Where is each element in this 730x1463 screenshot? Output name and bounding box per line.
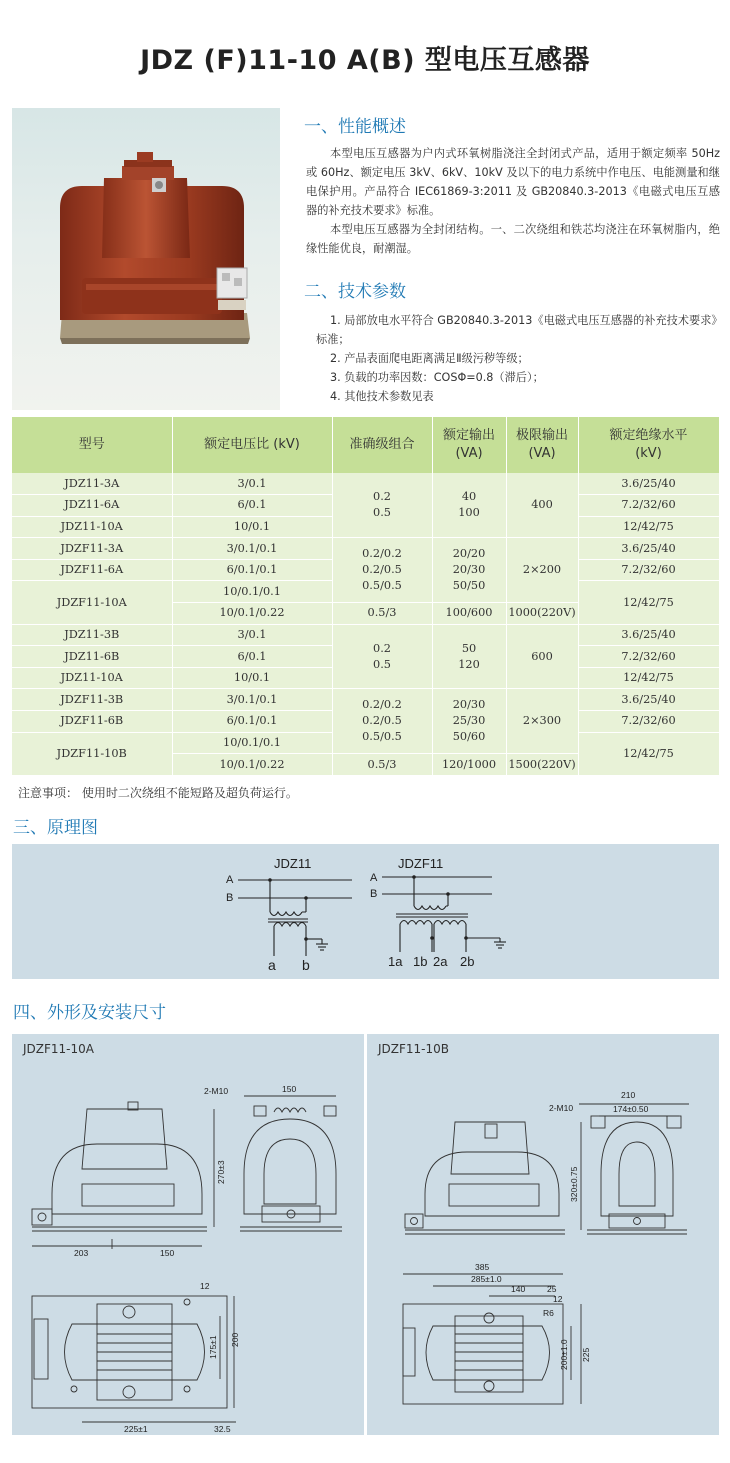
cell-insulation: 3.6/25/40 xyxy=(578,538,719,560)
cell-ratio: 3/0.1 xyxy=(172,624,332,646)
cell-model: JDZF11-10B xyxy=(12,732,172,775)
drawing-jdzf11-10a xyxy=(12,1034,364,1435)
dim-right-depth: 225 xyxy=(581,1347,591,1362)
spec-item-1: 1. 局部放电水平符合 GB20840.3-2013《电磁式电压互感器的补充技术要求》标准； xyxy=(316,314,717,346)
header-model: 型号 xyxy=(12,417,172,473)
table-row xyxy=(12,473,719,495)
cell-accuracy: 0.5/3 xyxy=(332,603,432,625)
schematic-term-a: a xyxy=(268,957,276,973)
schematic-term-1b: 1b xyxy=(413,954,428,969)
cell-model: JDZF11-6B xyxy=(12,711,172,733)
cell-ratio: 10/0.1/0.1 xyxy=(172,581,332,603)
schematic-diagram xyxy=(12,844,719,979)
cell-accuracy: 0.2/0.2 0.2/0.5 0.5/0.5 xyxy=(332,538,432,603)
drawing-left-label: JDZF11-10A xyxy=(23,1042,94,1056)
section3-heading: 三、原理图 xyxy=(13,818,98,838)
cell-limit: 1500(220V) xyxy=(506,754,578,776)
dim-right-small1: 25 xyxy=(547,1284,557,1294)
dim-left-small: 12 xyxy=(200,1281,210,1291)
cell-ratio: 6/0.1/0.1 xyxy=(172,711,332,733)
schematic-left-line-b: B xyxy=(226,892,234,904)
dim-right-hole-spacing: 285±1.0 xyxy=(471,1274,502,1284)
dim-left-base-left: 203 xyxy=(74,1248,89,1258)
header-output: 额定输出 (VA) xyxy=(432,417,506,473)
cell-insulation: 7.2/32/60 xyxy=(578,559,719,581)
cell-output: 20/20 20/30 50/50 xyxy=(432,538,506,603)
cell-ratio: 10/0.1/0.1 xyxy=(172,732,332,754)
cell-ratio: 3/0.1/0.1 xyxy=(172,689,332,711)
section1-heading: 一、性能概述 xyxy=(304,117,406,137)
cell-model: JDZ11-10A xyxy=(12,667,172,689)
cell-limit: 600 xyxy=(506,624,578,689)
schematic-right-line-a: A xyxy=(370,872,378,884)
cell-model: JDZ11-10A xyxy=(12,516,172,538)
schematic-term-2a: 2a xyxy=(433,954,448,969)
dim-left-edge: 32.5 xyxy=(214,1424,231,1434)
dim-left-hole-spacing: 225±1 xyxy=(124,1424,148,1434)
dim-right-radius: R6 xyxy=(543,1308,554,1318)
section1-body xyxy=(306,144,720,258)
dim-right-outer-width: 210 xyxy=(621,1090,636,1100)
section2-list xyxy=(316,311,720,406)
schematic-left-title: JDZ11 xyxy=(274,856,312,871)
spec-item-2: 2. 产品表面爬电距离满足Ⅱ级污秽等级； xyxy=(330,352,529,365)
section2-heading: 二、技术参数 xyxy=(304,282,406,302)
drawing-right-label: JDZF11-10B xyxy=(378,1042,450,1056)
cell-limit: 400 xyxy=(506,473,578,538)
dim-right-bolt: 2-M10 xyxy=(549,1103,574,1113)
spec-item-3: 3. 负载的功率因数：COSΦ=0.8（滞后）； xyxy=(330,371,544,384)
cell-model: JDZ11-6B xyxy=(12,646,172,668)
schematic-term-1a: 1a xyxy=(388,954,403,969)
product-photo xyxy=(12,108,280,410)
dim-right-half: 140 xyxy=(511,1284,526,1294)
cell-insulation: 12/42/75 xyxy=(578,581,719,624)
cell-insulation: 7.2/32/60 xyxy=(578,711,719,733)
cell-accuracy: 0.2/0.2 0.2/0.5 0.5/0.5 xyxy=(332,689,432,754)
cell-ratio: 10/0.1 xyxy=(172,516,332,538)
cell-limit: 2×200 xyxy=(506,538,578,603)
cell-output: 120/1000 xyxy=(432,754,506,776)
cell-model: JDZ11-3A xyxy=(12,473,172,495)
schematic-panel xyxy=(12,844,719,979)
schematic-term-2b: 2b xyxy=(460,954,475,969)
cell-ratio: 3/0.1 xyxy=(172,473,332,495)
cell-model: JDZF11-10A xyxy=(12,581,172,624)
header-insulation: 额定绝缘水平 (kV) xyxy=(578,417,719,473)
drawing-panel-right xyxy=(367,1034,719,1435)
cell-limit: 2×300 xyxy=(506,689,578,754)
usage-note: 注意事项： 使用时二次绕组不能短路及超负荷运行。 xyxy=(18,786,298,800)
cell-insulation: 12/42/75 xyxy=(578,516,719,538)
table-row xyxy=(12,624,719,646)
dim-left-height: 270±3 xyxy=(216,1160,226,1184)
dim-left-depth: 200 xyxy=(230,1332,240,1347)
dim-left-bolt: 2-M10 xyxy=(204,1086,229,1096)
cell-insulation: 3.6/25/40 xyxy=(578,624,719,646)
cell-accuracy: 0.5/3 xyxy=(332,754,432,776)
dim-left-top-width: 150 xyxy=(282,1084,297,1094)
drawing-panel-left xyxy=(12,1034,364,1435)
table-header-row xyxy=(12,417,719,473)
spec-table xyxy=(12,417,720,776)
cell-ratio: 6/0.1 xyxy=(172,495,332,517)
cell-insulation: 7.2/32/60 xyxy=(578,495,719,517)
section1-paragraph-1: 本型电压互感器为户内式环氧树脂浇注全封闭式产品，适用于额定频率 50Hz 或 60Hz、额定电压 3kV、6kV、10kV 及以下的电力系统中作电压、电能测量和继电保护用。产品符合 IEC61869-3:2011 及 GB20840.3-2013《电磁式电压互感器的补充技术要求》标准。 xyxy=(306,147,720,217)
cell-insulation: 12/42/75 xyxy=(578,732,719,775)
table-row xyxy=(12,689,719,711)
dim-right-small2: 12 xyxy=(553,1294,563,1304)
dim-right-slot: 200±1.0 xyxy=(559,1339,569,1370)
header-ratio: 额定电压比 (kV) xyxy=(172,417,332,473)
schematic-left-line-a: A xyxy=(226,874,234,886)
section4-heading: 四、外形及安装尺寸 xyxy=(13,1003,166,1023)
dim-right-top-width: 174±0.50 xyxy=(613,1104,649,1114)
table-row xyxy=(12,538,719,560)
spec-item-4: 4. 其他技术参数见表 xyxy=(330,390,434,403)
cell-output: 100/600 xyxy=(432,603,506,625)
schematic-term-b: b xyxy=(302,957,310,973)
cell-insulation: 12/42/75 xyxy=(578,667,719,689)
cell-output: 40 100 xyxy=(432,473,506,538)
cell-model: JDZF11-3B xyxy=(12,689,172,711)
header-limit: 极限输出 (VA) xyxy=(506,417,578,473)
dim-right-height: 320±0.75 xyxy=(569,1166,579,1202)
dim-left-base-right: 150 xyxy=(160,1248,175,1258)
cell-ratio: 10/0.1/0.22 xyxy=(172,754,332,776)
cell-accuracy: 0.2 0.5 xyxy=(332,473,432,538)
cell-ratio: 6/0.1/0.1 xyxy=(172,559,332,581)
cell-ratio: 10/0.1/0.22 xyxy=(172,603,332,625)
header-accuracy: 准确级组合 xyxy=(332,417,432,473)
cell-ratio: 6/0.1 xyxy=(172,646,332,668)
cell-model: JDZF11-6A xyxy=(12,559,172,581)
cell-insulation: 7.2/32/60 xyxy=(578,646,719,668)
cell-ratio: 3/0.1/0.1 xyxy=(172,538,332,560)
cell-insulation: 3.6/25/40 xyxy=(578,689,719,711)
cell-output: 20/30 25/30 50/60 xyxy=(432,689,506,754)
dim-right-length: 385 xyxy=(475,1262,490,1272)
cell-accuracy: 0.2 0.5 xyxy=(332,624,432,689)
cell-output: 50 120 xyxy=(432,624,506,689)
schematic-right-title: JDZF11 xyxy=(398,856,444,871)
cell-limit: 1000(220V) xyxy=(506,603,578,625)
cell-insulation: 3.6/25/40 xyxy=(578,473,719,495)
section1-paragraph-2: 本型电压互感器为全封闭结构。一、二次绕组和铁芯均浇注在环氧树脂内，绝缘性能优良，耐潮湿。 xyxy=(306,223,720,255)
cell-ratio: 10/0.1 xyxy=(172,667,332,689)
page-title: JDZ (F)11-10 A(B) 型电压互感器 xyxy=(140,45,590,76)
schematic-right-line-b: B xyxy=(370,888,378,900)
voltage-transformer-image xyxy=(12,108,280,410)
dim-left-slot: 175±1 xyxy=(208,1335,218,1359)
cell-model: JDZF11-3A xyxy=(12,538,172,560)
drawing-jdzf11-10b xyxy=(367,1034,719,1435)
cell-model: JDZ11-3B xyxy=(12,624,172,646)
cell-model: JDZ11-6A xyxy=(12,495,172,517)
